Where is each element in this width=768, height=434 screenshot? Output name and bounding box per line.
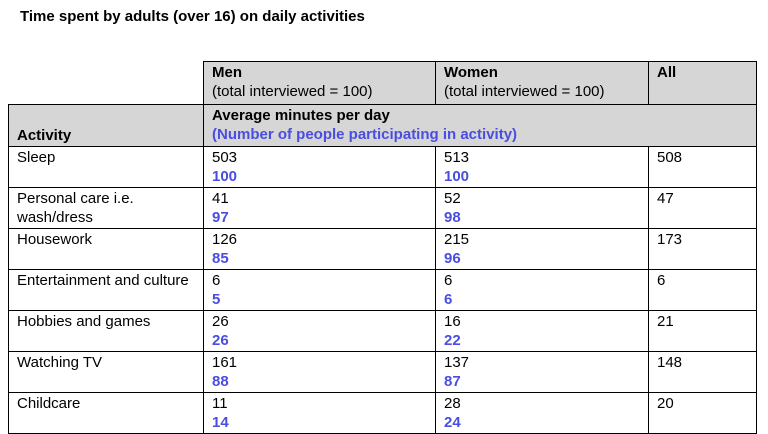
all-header: All [649,62,757,105]
all-minutes: 21 [657,313,674,330]
men-minutes: 503 [212,149,238,166]
table-row [9,393,757,434]
activity-cell [9,393,204,434]
all-cell [649,352,757,393]
women-minutes: 513 [444,149,470,166]
activity-name: Childcare [17,395,81,412]
women-participants: 6 [444,291,453,308]
women-cell [436,311,649,352]
women-participants: 87 [444,373,461,390]
women-minutes: 16 [444,313,461,330]
women-cell [436,352,649,393]
women-cell [436,270,649,311]
all-minutes: 47 [657,190,674,207]
men-participants: 26 [212,332,229,349]
activity-name: Housework [17,231,93,248]
women-cell [436,188,649,229]
activity-name: Sleep [17,149,56,166]
activity-name: Watching TV [17,354,103,371]
empty-corner-cell [9,62,204,105]
women-header [436,62,649,105]
all-cell [649,311,757,352]
all-cell [649,270,757,311]
header-row-measures [9,105,757,147]
table-row [9,270,757,311]
men-participants: 100 [212,168,238,185]
women-minutes: 52 [444,190,461,207]
activity-cell [9,270,204,311]
men-participants: 88 [212,373,229,390]
activity-cell [9,188,204,229]
all-cell [649,147,757,188]
avg-minutes-label: Average minutes per day [212,107,390,124]
activity-name: Entertainment and culture [17,272,189,289]
women-minutes: 215 [444,231,470,248]
men-cell [204,352,436,393]
men-cell [204,311,436,352]
women-minutes: 28 [444,395,461,412]
women-participants: 24 [444,414,461,431]
women-participants: 100 [444,168,470,185]
table-row [9,311,757,352]
men-cell [204,229,436,270]
table-row [9,147,757,188]
participants-label: (Number of people participating in activity) [212,126,518,143]
activity-cell [9,352,204,393]
women-sub-label: (total interviewed = 100) [444,83,605,100]
women-minutes: 6 [444,272,453,289]
men-label: Men [212,64,242,81]
page-title: Time spent by adults (over 16) on daily activities [20,8,365,25]
men-minutes: 11 [212,395,228,412]
men-minutes: 41 [212,190,229,207]
women-cell [436,147,649,188]
activity-name: Hobbies and games [17,313,151,330]
all-minutes: 508 [657,149,683,166]
activity-cell [9,229,204,270]
all-cell [649,188,757,229]
all-cell [649,229,757,270]
activity-cell [9,147,204,188]
women-cell [436,393,649,434]
men-header [204,62,436,105]
activity-label: Activity [17,127,72,144]
activities-table [8,61,757,434]
men-cell [204,147,436,188]
men-minutes: 161 [212,354,238,371]
all-minutes: 6 [657,272,666,289]
men-participants: 14 [212,414,229,431]
activity-cell [9,311,204,352]
table-row [9,188,757,229]
women-minutes: 137 [444,354,470,371]
men-participants: 85 [212,250,229,267]
women-label: Women [444,64,498,81]
men-minutes: 26 [212,313,229,330]
men-cell [204,188,436,229]
men-cell [204,270,436,311]
men-cell [204,393,436,434]
table-row [9,352,757,393]
all-minutes: 148 [657,354,683,371]
women-participants: 98 [444,209,461,226]
header-row-gender [9,62,757,105]
activity-name: Personal care i.e. wash/dress [17,190,134,226]
measures-header [204,105,757,147]
all-cell [649,393,757,434]
all-minutes: 20 [657,395,674,412]
men-participants: 5 [212,291,221,308]
table-row [9,229,757,270]
men-minutes: 126 [212,231,238,248]
men-minutes: 6 [212,272,221,289]
all-minutes: 173 [657,231,683,248]
women-participants: 22 [444,332,461,349]
activity-header [9,105,204,147]
men-participants: 97 [212,209,229,226]
men-sub-label: (total interviewed = 100) [212,83,373,100]
women-participants: 96 [444,250,461,267]
women-cell [436,229,649,270]
